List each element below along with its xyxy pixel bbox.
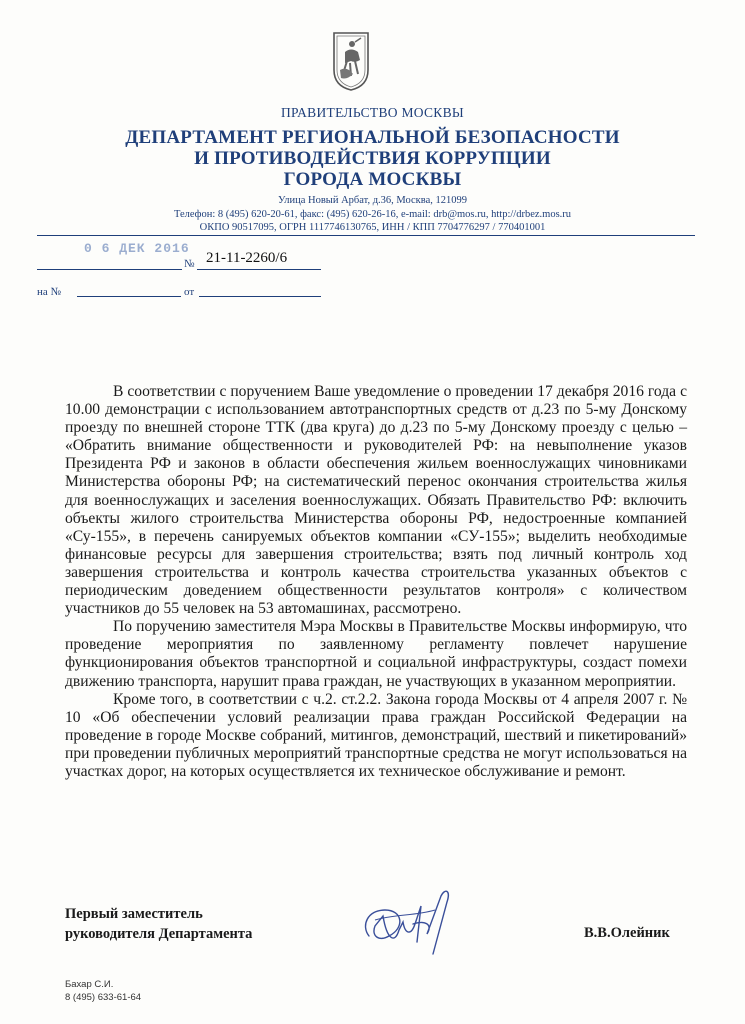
executor-name: Бахар С.И. — [65, 979, 114, 990]
signatory-position — [65, 904, 252, 944]
handwritten-signature — [355, 880, 475, 960]
position-line: руководителя Департамента — [65, 926, 253, 942]
department-line: И ПРОТИВОДЕЙСТВИЯ КОРРУПЦИИ — [194, 148, 551, 169]
government-title: ПРАВИТЕЛЬСТВО МОСКВЫ — [280, 105, 464, 120]
header-divider — [37, 235, 695, 236]
executor-phone: 8 (495) 633-61-64 — [65, 991, 142, 1003]
department-name — [0, 127, 745, 190]
from-line — [199, 296, 321, 297]
body-paragraph: По поручению заместителя Мэра Москвы в Правительстве Москвы информирую, что проведение мероприятия по заявленному регламенту повлечет нарушение функционирования объектов транспортной и социальной инфраструктуры, создаст помехи движению транспорта, нарушит права граждан, не участвующих в указанном мероприятии. — [65, 618, 687, 690]
contacts: Телефон: 8 (495) 620-20-61, факс: (495) 620-26-16, e-mail: drb@mos.ru, http://drbez.mos.ru — [173, 208, 572, 220]
body-paragraph: В соответствии с поручением Ваше уведомление о проведении 17 декабря 2016 года с 10.00 демонстрации с использованием автотранспортных средств от д.23 по 5-му Донскому проезду по внешней стороне ТТК (два круга) до д.23 по 5-му Донскому проезду с целью – «Обратить внимание общественности и руководителей РФ: на невыполнение указов Президента РФ и законов в области обеспечения жильем военнослужащих чиновниками Министерства обороны РФ; на систематический перенос окончания строительства жилья для военнослужащих и заселения военнослужащих. Обязать Правительство РФ: включить объекты жилого строительства Министерства обороны РФ, недостроенные компанией «Су-155», в перечень санируемых объектов компании «СУ-155»; выделить необходимые финансовые ресурсы для завершения строительства; взять под личный контроль ход завершения строительства и контроль качества строительства указанных объектов с периодическим доведением общественности результатов контроля» с количеством участников до 55 человек на 53 автомашинах, рассмотрено. — [65, 383, 687, 618]
from-label: от — [184, 286, 195, 298]
signatory-name: В.В.Олейник — [584, 925, 670, 941]
executor-info — [65, 979, 141, 1004]
address: Улица Новый Арбат, д.36, Москва, 121099 — [277, 195, 467, 206]
position-line: Первый заместитель — [65, 906, 203, 922]
number-label: № — [184, 258, 195, 270]
date-stamp: 0 6 ДЕК 2016 — [84, 241, 190, 256]
registry-codes: ОКПО 90517095, ОГРН 1117746130765, ИНН / КПП 7704776297 / 770401001 — [199, 222, 546, 233]
ref-line — [77, 296, 181, 297]
department-address-block — [0, 194, 745, 235]
registration-number: 21-11-2260/6 — [206, 250, 288, 266]
department-line: ДЕПАРТАМЕНТ РЕГИОНАЛЬНОЙ БЕЗОПАСНОСТИ — [125, 127, 620, 148]
ref-label: на № — [37, 286, 62, 298]
moscow-coat-of-arms-icon — [331, 30, 371, 92]
body-paragraph: Кроме того, в соответствии с ч.2. ст.2.2. Закона города Москвы от 4 апреля 2007 г. № 10 «Об обеспечении условий реализации права граждан Российской Федерации на проведение в городе Москве собраний, митингов, демонстраций, шествий и пикетирований» при проведении публичных мероприятий транспортные средства не могут использоваться на участках дорог, на которых осуществляется их техническое обслуживание и ремонт. — [65, 690, 687, 780]
department-line: ГОРОДА МОСКВЫ — [283, 169, 462, 190]
number-line — [197, 269, 321, 270]
letter-body — [65, 383, 687, 781]
date-line — [37, 269, 182, 270]
